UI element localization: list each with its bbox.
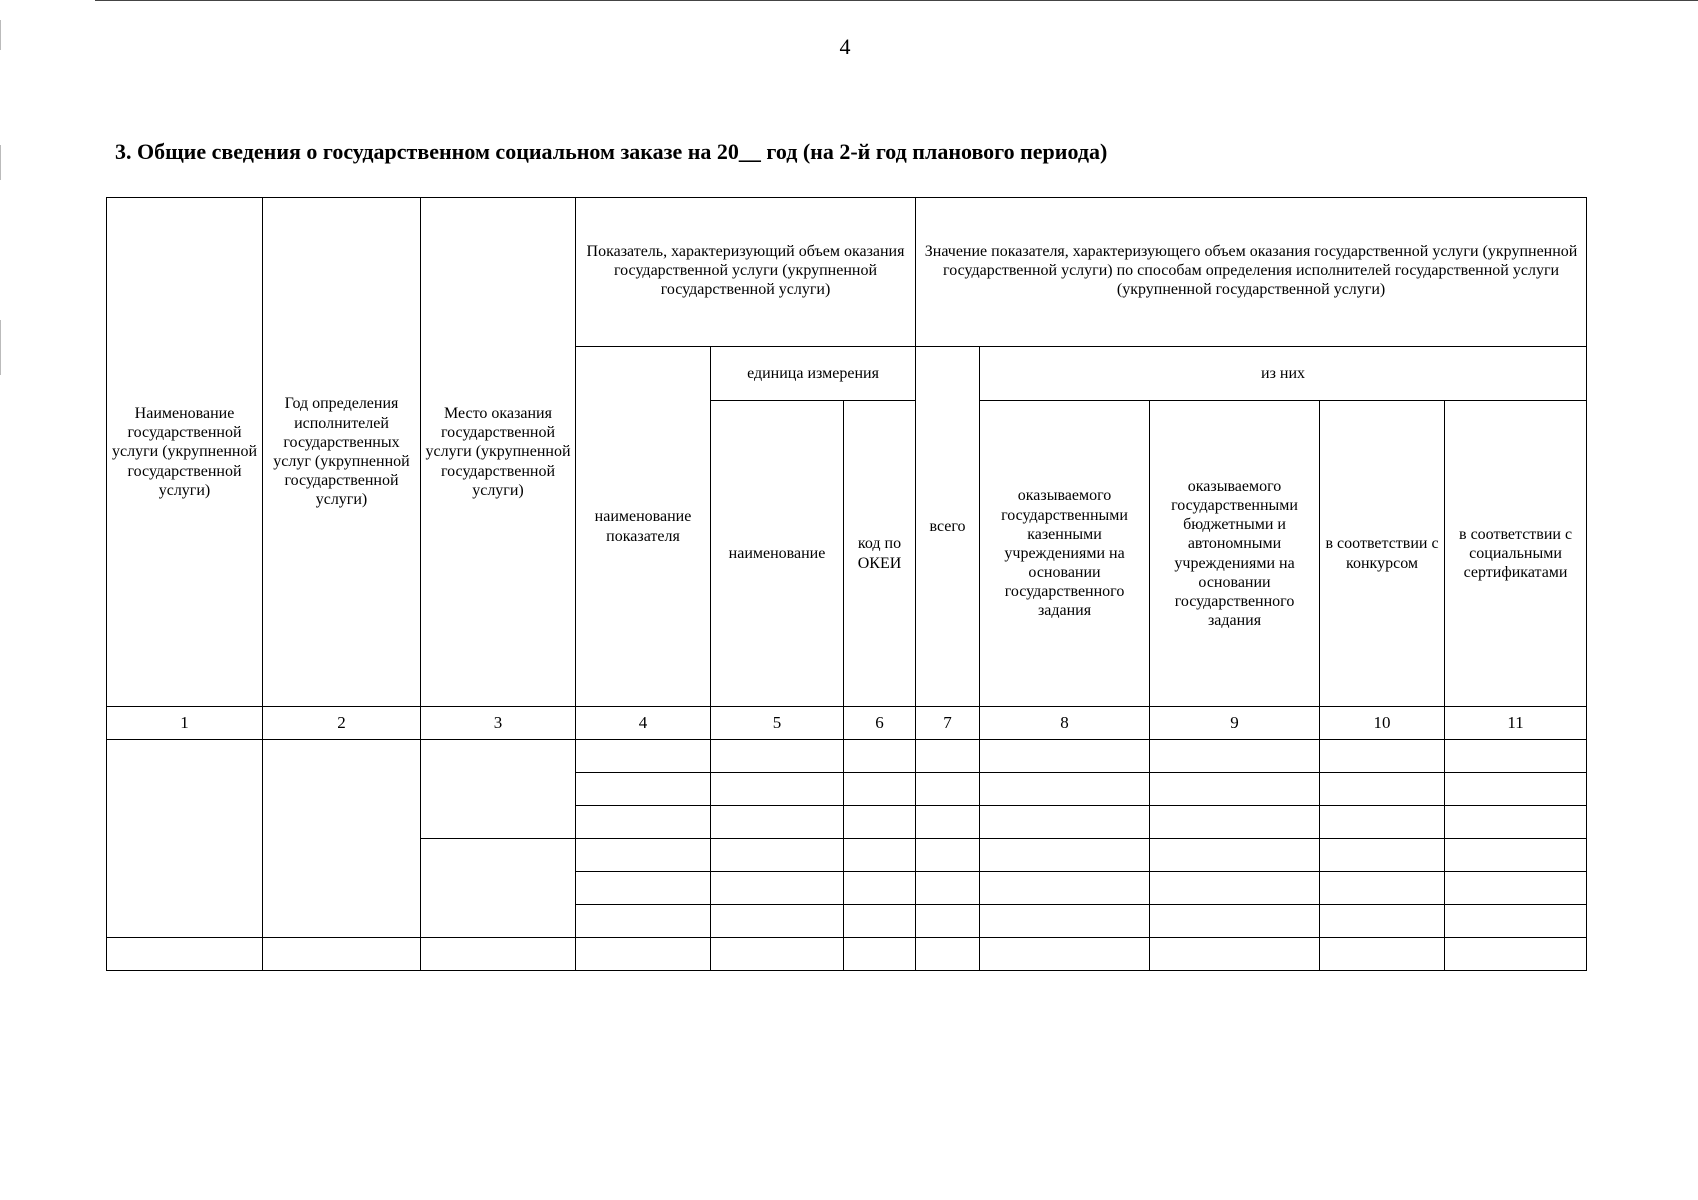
table-cell xyxy=(711,905,844,938)
table-cell xyxy=(916,938,980,971)
table-cell xyxy=(576,773,711,806)
table-cell xyxy=(844,773,916,806)
header-certificates: в соответствии с социальными сертификатами xyxy=(1445,401,1587,707)
table-cell xyxy=(711,872,844,905)
table-cell xyxy=(916,740,980,773)
header-kazennye: оказываемого государственными казенными учреждениями на основании государственного задания xyxy=(980,401,1150,707)
page-number: 4 xyxy=(839,34,851,59)
table-cell xyxy=(1445,839,1587,872)
table-cell xyxy=(421,839,576,938)
column-number: 10 xyxy=(1320,707,1445,740)
table-cell xyxy=(1320,938,1445,971)
table-cell xyxy=(1445,740,1587,773)
table-cell xyxy=(1445,938,1587,971)
column-number-row xyxy=(107,707,1587,740)
column-number: 7 xyxy=(916,707,980,740)
table-cell xyxy=(576,839,711,872)
scan-mark xyxy=(0,320,1,375)
table-cell xyxy=(1320,905,1445,938)
header-service-place: Место оказания государственной услуги (укрупненной государственной услуги) xyxy=(421,198,576,707)
table-row xyxy=(107,740,1587,773)
header-unit-group: единица измерения xyxy=(711,347,916,401)
table-cell xyxy=(916,905,980,938)
header-indicator-name: наименование показателя xyxy=(576,347,711,707)
table-cell xyxy=(844,839,916,872)
header-budget-autonomous: оказываемого государственными бюджетными и автономными учреждениями на основании государственного задания xyxy=(1150,401,1320,707)
column-number: 4 xyxy=(576,707,711,740)
table-cell xyxy=(263,740,421,938)
table-cell xyxy=(1150,938,1320,971)
table-cell xyxy=(576,905,711,938)
table-cell xyxy=(711,740,844,773)
table-cell xyxy=(844,938,916,971)
table-cell xyxy=(1320,839,1445,872)
header-unit-code: код по ОКЕИ xyxy=(844,401,916,707)
header-indicator-group: Показатель, характеризующий объем оказания государственной услуги (укрупненной государственной услуги) xyxy=(576,198,916,347)
header-of-which: из них xyxy=(980,347,1587,401)
table-cell xyxy=(980,839,1150,872)
table-cell xyxy=(107,740,263,938)
table-cell xyxy=(1445,806,1587,839)
header-total: всего xyxy=(916,347,980,707)
section-title: 3. Общие сведения о государственном социальном заказе на 20__ год (на 2-й год планового периода) xyxy=(115,139,1108,164)
table-cell xyxy=(1150,740,1320,773)
table-cell xyxy=(844,872,916,905)
table-cell xyxy=(916,806,980,839)
table-cell xyxy=(916,773,980,806)
column-number: 3 xyxy=(421,707,576,740)
header-row xyxy=(107,198,1587,347)
header-unit-name: наименование xyxy=(711,401,844,707)
table-cell xyxy=(576,872,711,905)
social-order-table xyxy=(106,197,1587,971)
table-cell xyxy=(844,740,916,773)
table-cell xyxy=(1150,773,1320,806)
table-cell xyxy=(916,839,980,872)
table-cell xyxy=(844,905,916,938)
header-determination-year: Год определения исполнителей государственных услуг (укрупненной государственной услуги) xyxy=(263,198,421,707)
table-cell xyxy=(576,740,711,773)
column-number: 2 xyxy=(263,707,421,740)
table-cell xyxy=(263,938,421,971)
table-cell xyxy=(576,938,711,971)
header-value-group: Значение показателя, характеризующего объем оказания государственной услуги (укрупненной государственной услуги) по способам определения исполнителей государственной услуги (укрупненной государственной услуги) xyxy=(916,198,1587,347)
table-cell xyxy=(1445,872,1587,905)
table-cell xyxy=(421,740,576,839)
table-cell xyxy=(1150,806,1320,839)
table-cell xyxy=(916,872,980,905)
table-cell xyxy=(1150,905,1320,938)
table-cell xyxy=(980,938,1150,971)
table-cell xyxy=(980,773,1150,806)
header-competition: в соответствии с конкурсом xyxy=(1320,401,1445,707)
table-cell xyxy=(1320,740,1445,773)
table-cell xyxy=(711,938,844,971)
table-cell xyxy=(1445,905,1587,938)
table-cell xyxy=(1150,839,1320,872)
column-number: 8 xyxy=(980,707,1150,740)
table-cell xyxy=(711,773,844,806)
table-cell xyxy=(421,938,576,971)
table-cell xyxy=(711,806,844,839)
table-cell xyxy=(980,806,1150,839)
table-cell xyxy=(980,872,1150,905)
column-number: 6 xyxy=(844,707,916,740)
table-cell xyxy=(711,839,844,872)
table-cell xyxy=(1320,773,1445,806)
scan-mark xyxy=(0,145,1,180)
table-cell xyxy=(844,806,916,839)
table-row xyxy=(107,938,1587,971)
table-cell xyxy=(1150,872,1320,905)
table-cell xyxy=(576,806,711,839)
column-number: 1 xyxy=(107,707,263,740)
top-rule xyxy=(95,0,1698,1)
column-number: 11 xyxy=(1445,707,1587,740)
table-cell xyxy=(1320,806,1445,839)
column-number: 5 xyxy=(711,707,844,740)
table-cell xyxy=(980,740,1150,773)
table-cell xyxy=(107,938,263,971)
table-cell xyxy=(980,905,1150,938)
table-cell xyxy=(1320,872,1445,905)
scan-mark xyxy=(0,20,1,50)
table-cell xyxy=(1445,773,1587,806)
column-number: 9 xyxy=(1150,707,1320,740)
header-service-name: Наименование государственной услуги (укрупненной государственной услуги) xyxy=(107,198,263,707)
